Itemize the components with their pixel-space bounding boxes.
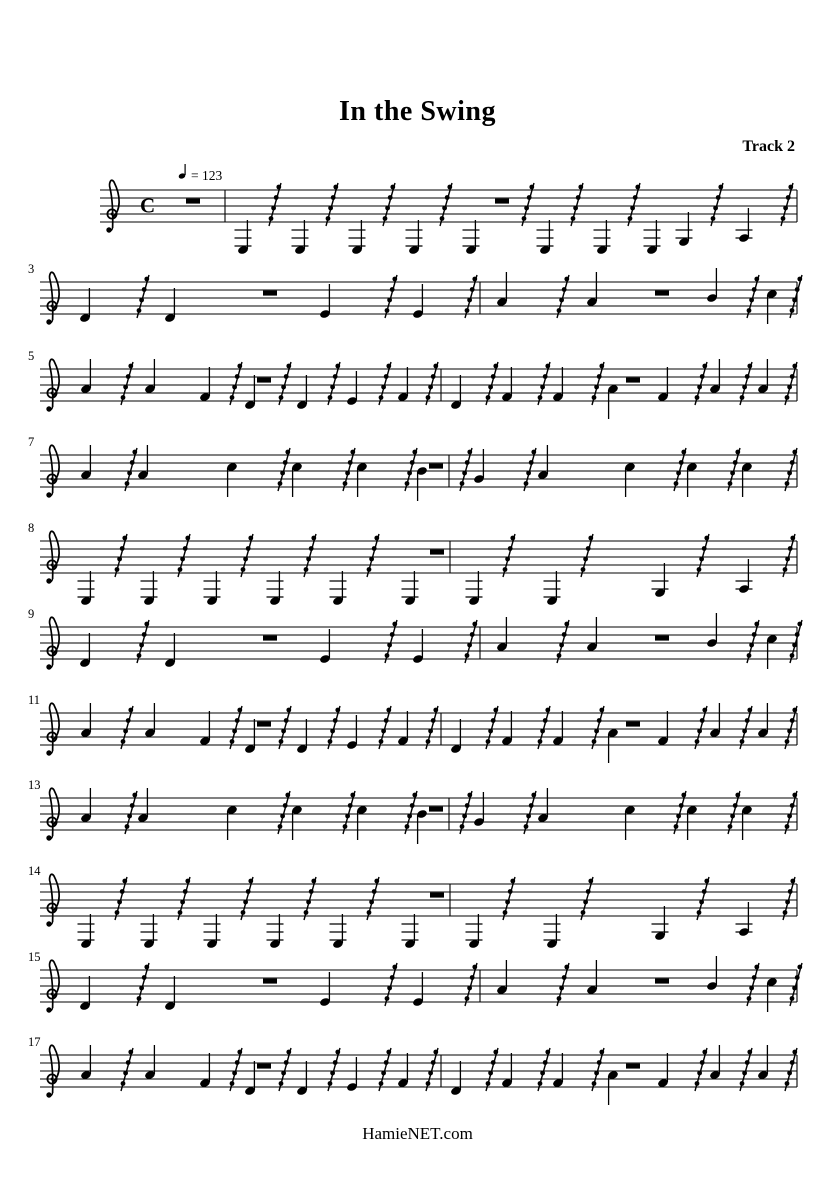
sixtyfourth-rest-icon: [405, 791, 418, 834]
staff-system-8: [0, 515, 835, 611]
sixtyfourth-rest-icon: [790, 620, 803, 663]
note: [412, 972, 424, 1007]
rest-bar-icon: [263, 979, 277, 984]
sixtyfourth-rest-icon: [785, 448, 798, 491]
rest-bar-icon: [257, 378, 271, 383]
sixtyfourth-rest-icon: [460, 791, 473, 834]
sixtyfourth-rest-icon: [440, 183, 453, 226]
sixtyfourth-rest-icon: [125, 448, 138, 491]
rest-bar-icon: [626, 1064, 640, 1069]
sixtyfourth-rest-icon: [405, 448, 418, 491]
note: [319, 284, 331, 319]
note: [736, 902, 753, 937]
track-label: Track 2: [742, 138, 795, 155]
note: [346, 371, 358, 406]
note: [736, 208, 753, 243]
staff-system-1: [0, 164, 835, 260]
note: [412, 629, 424, 664]
note: [319, 629, 331, 664]
sixtyfourth-rest-icon: [486, 362, 499, 405]
sixtyfourth-rest-icon: [304, 877, 317, 920]
note: [349, 220, 366, 255]
rest-bar-icon: [430, 550, 444, 555]
sixtyfourth-rest-icon: [379, 706, 392, 749]
measure-number: 9: [28, 607, 35, 621]
sixtyfourth-rest-icon: [278, 791, 291, 834]
sixtyfourth-rest-icon: [379, 1048, 392, 1091]
sixtyfourth-rest-icon: [426, 706, 439, 749]
note: [652, 563, 669, 598]
sixtyfourth-rest-icon: [790, 963, 803, 1006]
sixtyfourth-rest-icon: [697, 877, 710, 920]
sixtyfourth-rest-icon: [785, 791, 798, 834]
staff-system-13: [0, 772, 835, 868]
note: [676, 212, 693, 247]
staff-system-11: [0, 687, 835, 783]
measure-number: 11: [28, 693, 41, 707]
note: [706, 956, 718, 991]
sixtyfourth-rest-icon: [740, 1048, 753, 1091]
sixtyfourth-rest-icon: [426, 1048, 439, 1091]
sixtyfourth-rest-icon: [503, 534, 516, 577]
sixtyfourth-rest-icon: [711, 183, 724, 226]
sixtyfourth-rest-icon: [695, 706, 708, 749]
sixtyfourth-rest-icon: [115, 877, 128, 920]
sixtyfourth-rest-icon: [524, 791, 537, 834]
staff-system-9: [0, 601, 835, 697]
sixtyfourth-rest-icon: [785, 1048, 798, 1091]
measure-number: 13: [28, 778, 41, 792]
sixtyfourth-rest-icon: [581, 877, 594, 920]
sixtyfourth-rest-icon: [121, 362, 134, 405]
sixtyfourth-rest-icon: [728, 448, 741, 491]
sixtyfourth-rest-icon: [522, 183, 535, 226]
sixtyfourth-rest-icon: [592, 362, 605, 405]
sixtyfourth-rest-icon: [503, 877, 516, 920]
sixtyfourth-rest-icon: [230, 1048, 243, 1091]
sixtyfourth-rest-icon: [557, 963, 570, 1006]
sixtyfourth-rest-icon: [460, 448, 473, 491]
sixtyfourth-rest-icon: [557, 620, 570, 663]
measure-number: 17: [28, 1035, 41, 1049]
note: [736, 559, 753, 594]
sixtyfourth-rest-icon: [790, 275, 803, 318]
page-title: In the Swing: [339, 96, 496, 127]
measure-number: 14: [28, 864, 41, 878]
staff-system-17: [0, 1029, 835, 1125]
sixtyfourth-rest-icon: [592, 1048, 605, 1091]
sixtyfourth-rest-icon: [279, 706, 292, 749]
sixtyfourth-rest-icon: [115, 534, 128, 577]
rest-bar-icon: [430, 893, 444, 898]
sixtyfourth-rest-icon: [783, 877, 796, 920]
note: [346, 715, 358, 750]
sixtyfourth-rest-icon: [343, 791, 356, 834]
sixtyfourth-rest-icon: [178, 877, 191, 920]
rest-bar-icon: [655, 979, 669, 984]
note: [416, 809, 428, 844]
sixtyfourth-rest-icon: [783, 534, 796, 577]
sixtyfourth-rest-icon: [747, 275, 760, 318]
sixtyfourth-rest-icon: [538, 706, 551, 749]
tempo-marking: [178, 164, 223, 183]
note: [706, 613, 718, 648]
sixtyfourth-rest-icon: [279, 1048, 292, 1091]
sixtyfourth-rest-icon: [121, 1048, 134, 1091]
sixtyfourth-rest-icon: [385, 275, 398, 318]
sixtyfourth-rest-icon: [747, 620, 760, 663]
sixtyfourth-rest-icon: [592, 706, 605, 749]
sixtyfourth-rest-icon: [781, 183, 794, 226]
common-time-icon: C: [140, 193, 156, 218]
sixtyfourth-rest-icon: [367, 877, 380, 920]
sixtyfourth-rest-icon: [326, 183, 339, 226]
sixtyfourth-rest-icon: [328, 1048, 341, 1091]
staff-system-5: [0, 343, 835, 439]
rest-bar-icon: [429, 807, 443, 812]
measure-number: 15: [28, 950, 41, 964]
rest-bar-icon: [186, 199, 200, 204]
sixtyfourth-rest-icon: [695, 1048, 708, 1091]
staff-system-7: [0, 429, 835, 525]
staff-system-3: [0, 256, 835, 352]
sixtyfourth-rest-icon: [747, 963, 760, 1006]
note: [346, 1057, 358, 1092]
sixtyfourth-rest-icon: [125, 791, 138, 834]
rest-bar-icon: [257, 722, 271, 727]
measure-number: 5: [28, 349, 35, 363]
sixtyfourth-rest-icon: [465, 275, 478, 318]
sixtyfourth-rest-icon: [524, 448, 537, 491]
tempo-text: = 123: [191, 168, 223, 183]
sixtyfourth-rest-icon: [426, 362, 439, 405]
note: [319, 972, 331, 1007]
note: [416, 466, 428, 501]
note: [537, 220, 554, 255]
sixtyfourth-rest-icon: [241, 534, 254, 577]
sixtyfourth-rest-icon: [697, 534, 710, 577]
sixtyfourth-rest-icon: [674, 448, 687, 491]
rest-bar-icon: [655, 636, 669, 641]
sixtyfourth-rest-icon: [785, 362, 798, 405]
rest-bar-icon: [263, 291, 277, 296]
sixtyfourth-rest-icon: [571, 183, 584, 226]
rest-bar-icon: [626, 378, 640, 383]
sixtyfourth-rest-icon: [137, 963, 150, 1006]
staff-system-14: [0, 858, 835, 954]
note: [594, 220, 611, 255]
rest-bar-icon: [257, 1064, 271, 1069]
sixtyfourth-rest-icon: [385, 963, 398, 1006]
sixtyfourth-rest-icon: [241, 877, 254, 920]
note: [463, 220, 480, 255]
measure-number: 7: [28, 435, 35, 449]
sixtyfourth-rest-icon: [628, 183, 641, 226]
sixtyfourth-rest-icon: [230, 362, 243, 405]
sixtyfourth-rest-icon: [740, 706, 753, 749]
sixtyfourth-rest-icon: [385, 620, 398, 663]
note: [235, 220, 252, 255]
note: [292, 220, 309, 255]
note: [412, 284, 424, 319]
sixtyfourth-rest-icon: [269, 183, 282, 226]
measure-number: 3: [28, 262, 35, 276]
sixtyfourth-rest-icon: [383, 183, 396, 226]
note: [644, 220, 661, 255]
rest-bar-icon: [263, 636, 277, 641]
note: [473, 792, 485, 827]
sixtyfourth-rest-icon: [279, 362, 292, 405]
sixtyfourth-rest-icon: [367, 534, 380, 577]
rest-bar-icon: [429, 464, 443, 469]
sixtyfourth-rest-icon: [538, 362, 551, 405]
sixtyfourth-rest-icon: [674, 791, 687, 834]
sixtyfourth-rest-icon: [178, 534, 191, 577]
staff-system-15: [0, 944, 835, 1040]
sixtyfourth-rest-icon: [486, 706, 499, 749]
note: [652, 906, 669, 941]
sixtyfourth-rest-icon: [465, 963, 478, 1006]
sixtyfourth-rest-icon: [278, 448, 291, 491]
sixtyfourth-rest-icon: [343, 448, 356, 491]
note: [406, 220, 423, 255]
measure-number: 8: [28, 521, 35, 535]
rest-bar-icon: [626, 722, 640, 727]
sixtyfourth-rest-icon: [538, 1048, 551, 1091]
sixtyfourth-rest-icon: [304, 534, 317, 577]
rest-bar-icon: [495, 199, 509, 204]
sixtyfourth-rest-icon: [728, 791, 741, 834]
sixtyfourth-rest-icon: [328, 362, 341, 405]
sixtyfourth-rest-icon: [465, 620, 478, 663]
sixtyfourth-rest-icon: [379, 362, 392, 405]
sixtyfourth-rest-icon: [740, 362, 753, 405]
note: [473, 449, 485, 484]
sixtyfourth-rest-icon: [137, 620, 150, 663]
footer-site-label: HamieNET.com: [362, 1124, 473, 1143]
sixtyfourth-rest-icon: [557, 275, 570, 318]
note: [706, 268, 718, 303]
sixtyfourth-rest-icon: [121, 706, 134, 749]
sixtyfourth-rest-icon: [581, 534, 594, 577]
sixtyfourth-rest-icon: [230, 706, 243, 749]
sixtyfourth-rest-icon: [328, 706, 341, 749]
rest-bar-icon: [655, 291, 669, 296]
sixtyfourth-rest-icon: [137, 275, 150, 318]
sixtyfourth-rest-icon: [486, 1048, 499, 1091]
sixtyfourth-rest-icon: [695, 362, 708, 405]
sixtyfourth-rest-icon: [785, 706, 798, 749]
